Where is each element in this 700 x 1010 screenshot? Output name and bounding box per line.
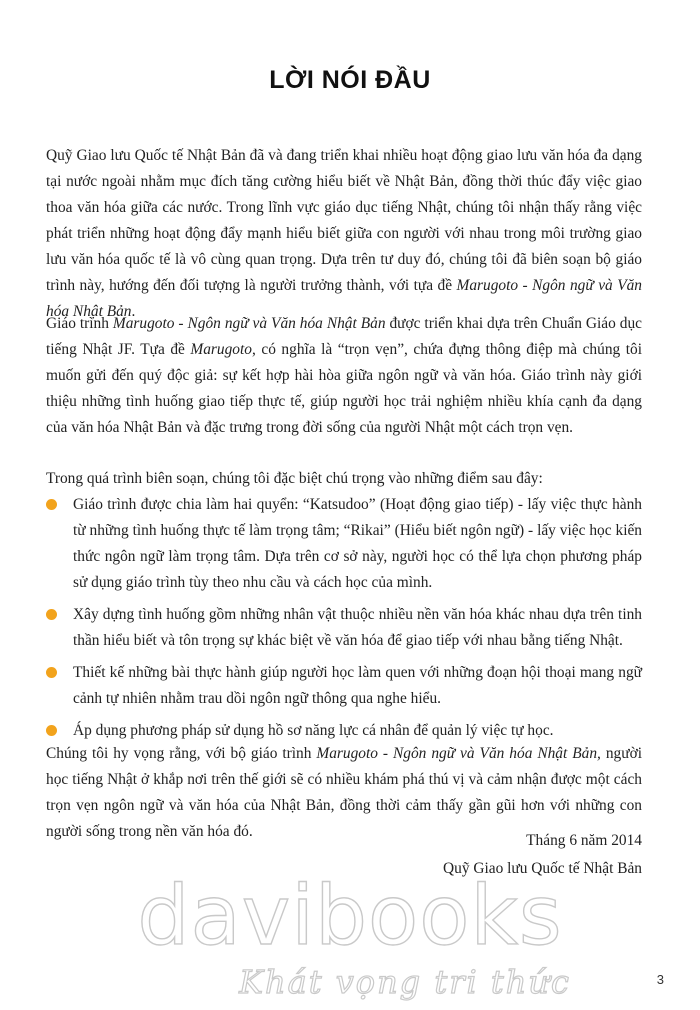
paragraph-about-lead: Giáo trình <box>46 315 113 332</box>
paragraph-about <box>46 311 642 441</box>
page-title: LỜI NÓI ĐẦU <box>269 66 431 94</box>
bullet-dot-icon <box>46 499 57 510</box>
bullet-dot-icon <box>46 609 57 620</box>
focus-list <box>46 492 642 750</box>
list-item-text: Áp dụng phương pháp sử dụng hồ sơ năng lực cá nhân để quản lý việc tự học. <box>73 722 554 739</box>
paragraph-intro-end: . <box>131 303 136 320</box>
signature-organization: Quỹ Giao lưu Quốc tế Nhật Bản <box>443 860 642 877</box>
paragraph-closing-lead: Chúng tôi hy vọng rằng, với bộ giáo trình <box>46 745 317 762</box>
bullet-dot-icon <box>46 725 57 736</box>
page-number: 3 <box>656 972 664 987</box>
book-name: Marugoto <box>190 341 252 358</box>
paragraph-focus: Trong quá trình biên soạn, chúng tôi đặc biệt chú trọng vào những điểm sau đây: <box>46 470 543 487</box>
book-title: Marugoto - Ngôn ngữ và Văn hóa Nhật Bản <box>46 277 642 320</box>
paragraph-intro-text: Quỹ Giao lưu Quốc tế Nhật Bản đã và đang triển khai nhiều hoạt động giao lưu văn hóa đa dạng tại nước ngoài nhằm mục đích tăng cường hiểu biết về Nhật Bản, đồng thời thúc đẩy việc giao thoa văn hóa giữa các nước. Trong lĩnh vực giáo dục tiếng Nhật, chúng tôi nhận thấy rằng việc phát triển những hoạt động đẩy mạnh hiểu biết giữa con người với nhau trong môi trường giao lưu văn hóa quốc tế là vô cùng quan trọng. Dựa trên tư duy đó, chúng tôi đã biên soạn bộ giáo trình này, hướng đến đối tượng là người trưởng thành, với tựa đề <box>46 147 642 294</box>
paragraph-about-mid: được triển khai dựa trên Chuẩn Giáo dục tiếng Nhật JF. Tựa đề <box>46 315 642 358</box>
bullet-dot-icon <box>46 667 57 678</box>
paragraph-closing-rest: người học tiếng Nhật ở khắp nơi trên thế giới sẽ có nhiều khám phá thú vị và cảm nhận được một cách trọn vẹn ngôn ngữ và văn hóa của Nhật Bản, đồng thời cảm thấy gần gũi hơn với những con người sống trong nền văn hóa đó. <box>46 745 642 840</box>
watermark-brand: davibooks <box>137 869 563 964</box>
paragraph-about-rest: , có nghĩa là “trọn vẹn”, chứa đựng thông điệp mà chúng tôi muốn gửi đến quý độc giả: sự kết hợp hài hòa giữa ngôn ngữ và văn hóa. Giáo trình này giới thiệu những tình huống giao tiếp thực tế, giúp người học trải nghiệm nhiều khía cạnh đa dạng của văn hóa Nhật Bản và đặc trưng trong đời sống của người Nhật một cách trọn vẹn. <box>46 341 642 436</box>
book-title: Marugoto - Ngôn ngữ và Văn hóa Nhật Bản <box>112 315 386 332</box>
watermark-slogan: Khát vọng tri thức <box>239 963 571 1001</box>
list-item-text: Giáo trình được chia làm hai quyển: “Katsudoo” (Hoạt động giao tiếp) - lấy việc thực hành từ những tình huống thực tế làm trọng tâm; “Rikai” (Hiểu biết ngôn ngữ) - lấy việc học kiến thức ngôn ngữ làm trọng tâm. Dựa trên cơ sở này, người học có thể lựa chọn phương pháp sử dụng giáo trình tùy theo nhu cầu và cách học của mình. <box>73 496 642 591</box>
list-item <box>46 602 642 654</box>
list-item <box>46 492 642 596</box>
list-item-text: Thiết kế những bài thực hành giúp người học làm quen với những đoạn hội thoại mang ngữ cảnh tự nhiên nhằm trau dồi ngôn ngữ thông qua nghe hiểu. <box>73 664 642 707</box>
paragraph-intro <box>46 143 642 325</box>
list-item-text: Xây dựng tình huống gồm những nhân vật thuộc nhiều nền văn hóa khác nhau dựa trên tinh thần hiểu biết và tôn trọng sự khác biệt về văn hóa để giao tiếp với nhau bằng tiếng Nhật. <box>73 606 642 649</box>
list-item <box>46 660 642 712</box>
book-title: Marugoto - Ngôn ngữ và Văn hóa Nhật Bản, <box>316 745 601 762</box>
signature-date: Tháng 6 năm 2014 <box>526 832 642 849</box>
